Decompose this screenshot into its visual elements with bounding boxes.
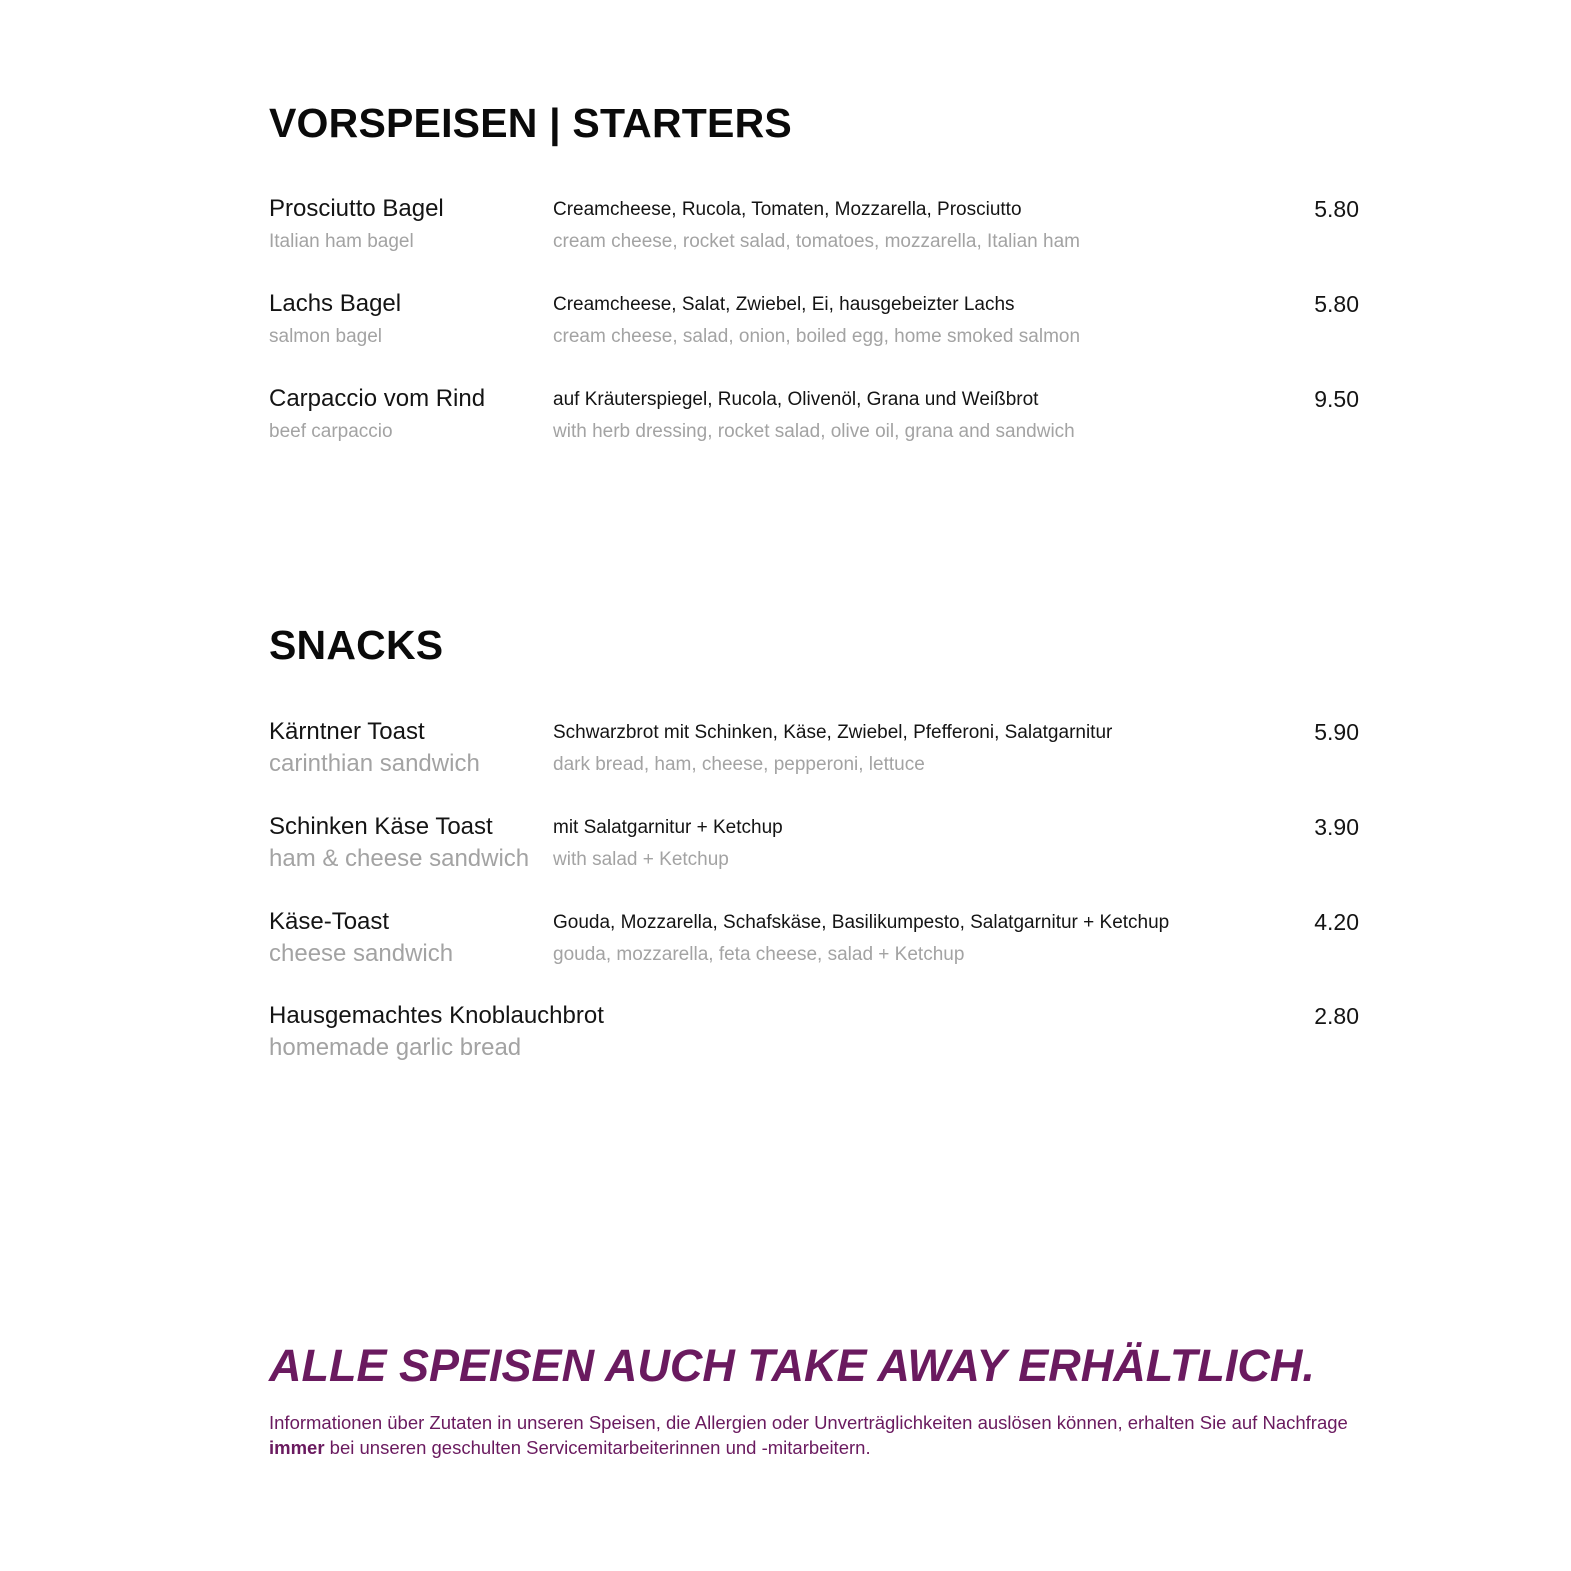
allergy-text-emphasis: immer — [269, 1437, 325, 1458]
item-description-en: dark bread, ham, cheese, pepperoni, lettuce — [553, 754, 925, 775]
item-price: 2.80 — [1314, 1003, 1359, 1029]
item-price: 4.20 — [1314, 909, 1359, 935]
item-name-en: cheese sandwich — [269, 940, 454, 967]
item-name: Schinken Käse Toast — [269, 813, 493, 840]
snacks-heading: SNACKS — [269, 622, 444, 668]
item-price: 5.90 — [1314, 719, 1359, 745]
item-name: Lachs Bagel — [269, 290, 402, 317]
item-price: 9.50 — [1314, 386, 1359, 412]
menu-item — [269, 907, 1359, 977]
item-description: auf Kräuterspiegel, Rucola, Olivenöl, Grana und Weißbrot — [553, 389, 1039, 410]
item-price: 5.80 — [1314, 291, 1359, 317]
menu-item — [269, 289, 1359, 359]
menu-item — [269, 812, 1359, 882]
item-name-en: beef carpaccio — [269, 421, 393, 442]
starters-heading: VORSPEISEN | STARTERS — [269, 100, 792, 146]
item-price: 5.80 — [1314, 196, 1359, 222]
item-description: mit Salatgarnitur + Ketchup — [553, 817, 783, 838]
item-description-en: with salad + Ketchup — [553, 849, 729, 870]
item-name: Carpaccio vom Rind — [269, 385, 486, 412]
item-name-en: Italian ham bagel — [269, 231, 414, 252]
item-description-en: with herb dressing, rocket salad, olive oil, grana and sandwich — [553, 421, 1075, 442]
item-description-en: cream cheese, salad, onion, boiled egg, home smoked salmon — [553, 326, 1081, 347]
menu-item — [269, 194, 1359, 264]
item-description-en: gouda, mozzarella, feta cheese, salad + Ketchup — [553, 944, 965, 965]
item-name-en: carinthian sandwich — [269, 750, 480, 777]
item-price: 3.90 — [1314, 814, 1359, 840]
item-description: Creamcheese, Salat, Zwiebel, Ei, hausgebeizter Lachs — [553, 294, 1015, 315]
item-name-en: homemade garlic bread — [269, 1034, 522, 1061]
menu-item — [269, 1001, 1359, 1071]
allergy-text-start: Informationen über Zutaten in unseren Speisen, die Allergien oder Unverträglichkeiten auslösen können, erhalten Sie auf Nachfrage — [269, 1412, 1348, 1433]
item-name-en: ham & cheese sandwich — [269, 845, 530, 872]
item-name-en: salmon bagel — [269, 326, 383, 347]
item-name: Kärntner Toast — [269, 718, 425, 745]
menu-item — [269, 384, 1359, 454]
item-name: Käse-Toast — [269, 908, 390, 935]
allergy-notice — [269, 1410, 1349, 1460]
menu-item — [269, 717, 1359, 787]
item-name: Prosciutto Bagel — [269, 195, 444, 222]
item-description: Creamcheese, Rucola, Tomaten, Mozzarella, Prosciutto — [553, 199, 1022, 220]
item-description-en: cream cheese, rocket salad, tomatoes, mozzarella, Italian ham — [553, 231, 1080, 252]
item-description: Schwarzbrot mit Schinken, Käse, Zwiebel, Pfefferoni, Salatgarnitur — [553, 722, 1113, 743]
item-name: Hausgemachtes Knoblauchbrot — [269, 1002, 604, 1029]
item-description: Gouda, Mozzarella, Schafskäse, Basilikumpesto, Salatgarnitur + Ketchup — [553, 912, 1170, 933]
takeaway-notice: ALLE SPEISEN AUCH TAKE AWAY ERHÄLTLICH. — [269, 1340, 1315, 1391]
allergy-text-end: bei unseren geschulten Servicemitarbeiterinnen und -mitarbeitern. — [324, 1437, 871, 1458]
